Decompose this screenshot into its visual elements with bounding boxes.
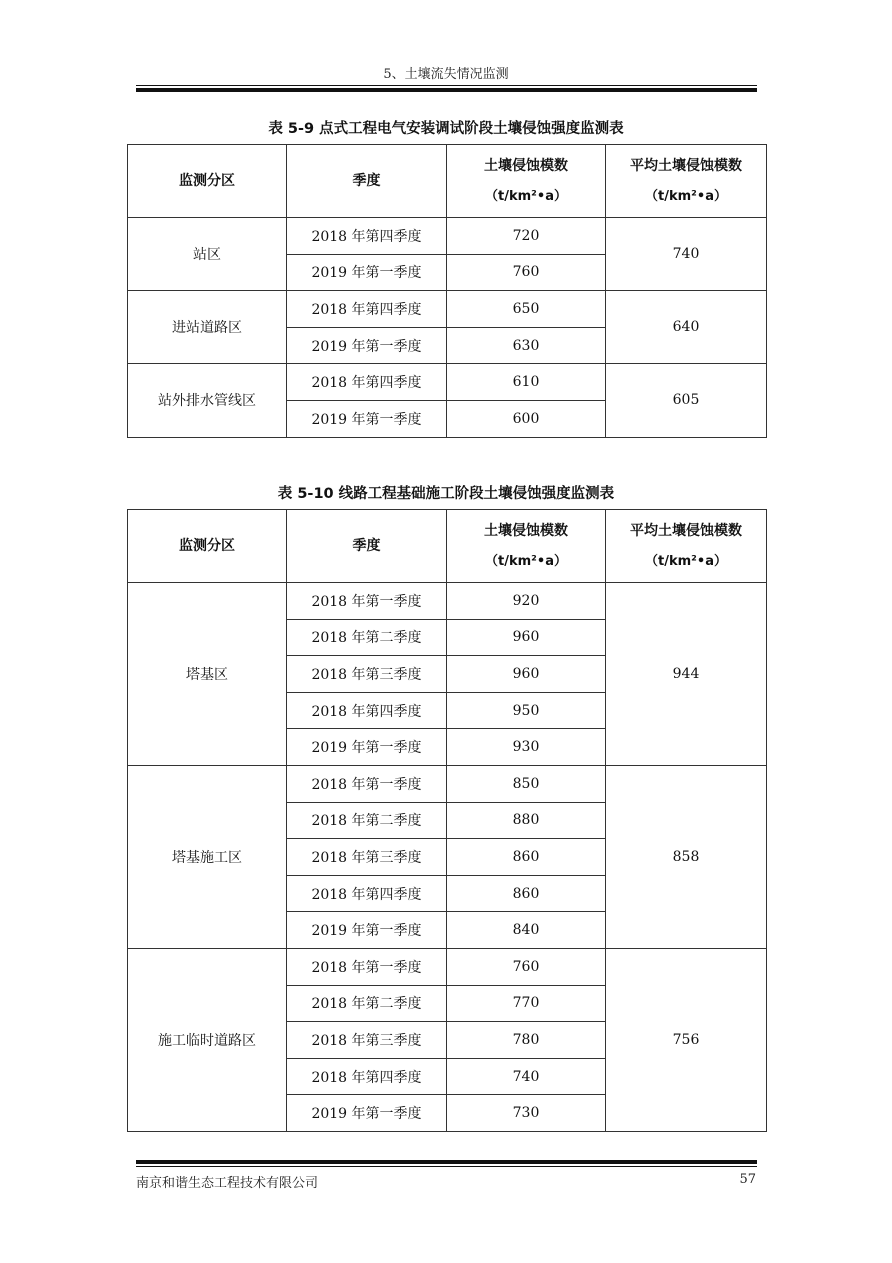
modulus-value-cell: 600 (447, 400, 606, 437)
modulus-value-cell: 860 (447, 875, 606, 912)
header-rule-thick (136, 88, 757, 92)
modulus-value-cell: 780 (447, 1022, 606, 1059)
zone-cell: 塔基施工区 (128, 765, 287, 948)
table2-header-modulus-unit: （t/km²•a） (485, 553, 567, 569)
modulus-value-cell: 720 (447, 218, 606, 255)
modulus-value-cell: 930 (447, 729, 606, 766)
table1-header-modulus: 土壤侵蚀模数 （t/km²•a） (447, 145, 606, 218)
zone-cell: 站区 (128, 218, 287, 291)
modulus-value-cell: 850 (447, 765, 606, 802)
table1-header-season: 季度 (287, 145, 447, 218)
table2 (127, 509, 767, 1132)
modulus-value-cell: 960 (447, 656, 606, 693)
season-cell: 2018 年第四季度 (287, 875, 447, 912)
table-row (128, 583, 767, 620)
modulus-value-cell: 920 (447, 583, 606, 620)
table2-header-avg-unit: （t/km²•a） (645, 553, 727, 569)
zone-cell: 塔基区 (128, 583, 287, 766)
avg-modulus-cell: 944 (606, 583, 767, 766)
season-cell: 2018 年第三季度 (287, 656, 447, 693)
avg-modulus-cell: 605 (606, 364, 767, 437)
modulus-value-cell: 650 (447, 291, 606, 328)
table2-header-modulus: 土壤侵蚀模数 （t/km²•a） (447, 510, 606, 583)
season-cell: 2018 年第四季度 (287, 218, 447, 255)
avg-modulus-cell: 858 (606, 765, 767, 948)
table1-header-zone: 监测分区 (128, 145, 287, 218)
avg-modulus-cell: 640 (606, 291, 767, 364)
season-cell: 2019 年第一季度 (287, 912, 447, 949)
table-row (128, 765, 767, 802)
table-row (128, 291, 767, 328)
avg-modulus-cell: 740 (606, 218, 767, 291)
season-cell: 2019 年第一季度 (287, 729, 447, 766)
table2-header-zone: 监测分区 (128, 510, 287, 583)
footer-company: 南京和谐生态工程技术有限公司 (136, 1176, 319, 1191)
season-cell: 2018 年第一季度 (287, 948, 447, 985)
zone-cell: 施工临时道路区 (128, 948, 287, 1131)
footer-page-number: 57 (739, 1172, 756, 1187)
season-cell: 2018 年第三季度 (287, 839, 447, 876)
table1-header-row (128, 145, 767, 218)
season-cell: 2018 年第二季度 (287, 802, 447, 839)
season-cell: 2019 年第一季度 (287, 254, 447, 291)
modulus-value-cell: 880 (447, 802, 606, 839)
season-cell: 2018 年第一季度 (287, 765, 447, 802)
table2-caption: 表 5-10 线路工程基础施工阶段土壤侵蚀强度监测表 (277, 486, 615, 502)
modulus-value-cell: 630 (447, 327, 606, 364)
season-cell: 2019 年第一季度 (287, 400, 447, 437)
table-row (128, 364, 767, 401)
zone-cell: 站外排水管线区 (128, 364, 287, 437)
table1 (127, 144, 767, 438)
modulus-value-cell: 730 (447, 1095, 606, 1132)
footer-rule-thick (136, 1160, 757, 1164)
modulus-value-cell: 840 (447, 912, 606, 949)
modulus-value-cell: 610 (447, 364, 606, 401)
season-cell: 2019 年第一季度 (287, 327, 447, 364)
table-row (128, 948, 767, 985)
table1-header-avg: 平均土壤侵蚀模数 （t/km²•a） (606, 145, 767, 218)
table2-header-avg: 平均土壤侵蚀模数 （t/km²•a） (606, 510, 767, 583)
modulus-value-cell: 950 (447, 692, 606, 729)
table1-header-modulus-unit: （t/km²•a） (485, 188, 567, 204)
page-header-title: 5、土壤流失情况监测 (383, 67, 509, 82)
table2-header-season: 季度 (287, 510, 447, 583)
modulus-value-cell: 740 (447, 1058, 606, 1095)
modulus-value-cell: 860 (447, 839, 606, 876)
modulus-value-cell: 760 (447, 948, 606, 985)
season-cell: 2019 年第一季度 (287, 1095, 447, 1132)
season-cell: 2018 年第四季度 (287, 364, 447, 401)
season-cell: 2018 年第二季度 (287, 985, 447, 1022)
season-cell: 2018 年第一季度 (287, 583, 447, 620)
zone-cell: 进站道路区 (128, 291, 287, 364)
season-cell: 2018 年第四季度 (287, 692, 447, 729)
header-rule-thin (136, 85, 757, 86)
season-cell: 2018 年第三季度 (287, 1022, 447, 1059)
table-row (128, 218, 767, 255)
avg-modulus-cell: 756 (606, 948, 767, 1131)
season-cell: 2018 年第四季度 (287, 291, 447, 328)
table1-header-avg-unit: （t/km²•a） (645, 188, 727, 204)
footer-rule-thin (136, 1166, 757, 1167)
table1-caption: 表 5-9 点式工程电气安装调试阶段土壤侵蚀强度监测表 (268, 121, 624, 137)
table2-header-row (128, 510, 767, 583)
season-cell: 2018 年第二季度 (287, 619, 447, 656)
modulus-value-cell: 770 (447, 985, 606, 1022)
modulus-value-cell: 760 (447, 254, 606, 291)
modulus-value-cell: 960 (447, 619, 606, 656)
season-cell: 2018 年第四季度 (287, 1058, 447, 1095)
